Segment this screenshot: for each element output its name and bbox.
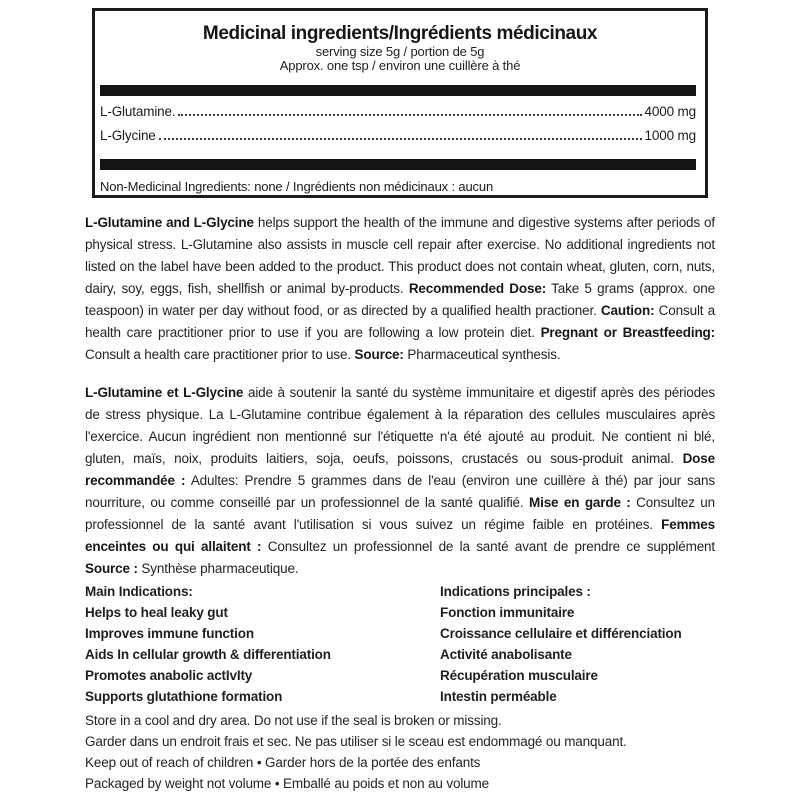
text-run: Synthèse pharmaceutique. xyxy=(137,561,299,576)
bold-run: L-Glutamine and L-Glycine xyxy=(85,215,254,230)
indication-item: Activité anabolisante xyxy=(440,647,572,662)
bold-run: Caution: xyxy=(600,303,655,318)
indication-item: Aids In cellular growth & differentiation xyxy=(85,647,331,662)
text-run: Take 5 grams (approx. one teaspoon) in water per day without food, or as directed by a qualified health practioner. xyxy=(85,281,715,318)
indications-french-items xyxy=(440,602,725,707)
storage-warnings-section xyxy=(85,710,745,794)
bold-run: L-Glutamine et L-Glycine xyxy=(85,385,244,400)
indication-item: Croissance cellulaire et différenciation xyxy=(440,626,682,641)
indications-french-column xyxy=(440,581,725,707)
ingredient-amount: 4000 mg xyxy=(644,104,696,119)
text-run: Consultez un professionnel de la santé avant de prendre ce supplément xyxy=(261,539,716,554)
indication-item: Supports glutathione formation xyxy=(85,689,283,704)
bold-run: Recommended Dose: xyxy=(408,281,547,296)
text-run: aide à soutenir la santé du système immunitaire et digestif après des périodes de stress physique. La L-Glutamine contribue également à la réparation des cellules musculaires après l'exercice. Aucun ingrédient non mentionné sur l'étiquette n'a été ajouté au produit. Ne contient ni blé, gluten, maïs, noix, produits laitiers, soja, oeufs, poissons, crustacés ou sous-produit animal. xyxy=(85,385,715,466)
bold-run: Source : xyxy=(85,561,138,576)
bold-run: Pregnant or Breastfeeding: xyxy=(540,325,715,340)
indication-item: Intestin perméable xyxy=(440,689,557,704)
footer-line: Packaged by weight not volume • Emballé au poids et non au volume xyxy=(85,776,489,791)
footer-line: Garder dans un endroit frais et sec. Ne pas utiliser si le sceau est endommagé ou manquant. xyxy=(85,734,627,749)
ingredient-rows xyxy=(100,104,696,152)
medicinal-ingredients-box xyxy=(92,8,708,198)
indication-item: Fonction immunitaire xyxy=(440,605,575,620)
ingredient-row xyxy=(100,104,696,128)
indication-item: Récupération musculaire xyxy=(440,668,598,683)
ingredient-name: L-Glutamine. xyxy=(100,104,176,119)
indications-french-header: Indications principales : xyxy=(440,584,591,599)
indication-item: Helps to heal leaky gut xyxy=(85,605,228,620)
serving-approx-line: Approx. one tsp / environ une cuillère à thé xyxy=(279,58,521,73)
serving-size-line: serving size 5g / portion de 5g xyxy=(315,44,485,59)
indication-item: Promotes anabolic actIvIty xyxy=(85,668,253,683)
text-run: Consultez un professionnel de la santé avant l'utilisation si vous suivez un régime faible en protéines. xyxy=(85,495,715,532)
text-run: Adultes: Prendre 5 grammes dans de l'eau (environ une cuillère à thé) par jour sans nourriture, ou comme conseillé par un professionnel de la santé qualifié. xyxy=(85,473,715,510)
bold-run: Source: xyxy=(354,347,404,362)
divider-bar-top xyxy=(100,85,696,96)
ingredient-name: L-Glycine xyxy=(100,128,156,143)
indications-english-column xyxy=(85,581,440,707)
indications-section xyxy=(85,581,725,707)
footer-line: Store in a cool and dry area. Do not use if the seal is broken or missing. xyxy=(85,713,502,728)
dotted-leader xyxy=(159,137,642,140)
divider-bar-bottom xyxy=(100,159,696,170)
bold-run: Dose recommandée : xyxy=(85,451,715,488)
footer-line: Keep out of reach of children • Garder hors de la portée des enfants xyxy=(85,755,481,770)
french-paragraph xyxy=(85,382,715,580)
indication-item: Improves immune function xyxy=(85,626,254,641)
text-run: Consult a health care practitioner prior to use if you are following a low protein diet. xyxy=(85,303,715,340)
non-medicinal-line: Non-Medicinal Ingredients: none / Ingrédients non médicinaux : aucun xyxy=(100,179,494,194)
bold-run: Mise en garde : xyxy=(529,495,631,510)
indications-english-header: Main Indications: xyxy=(85,584,193,599)
indications-english-items xyxy=(85,602,440,707)
english-paragraph xyxy=(85,212,715,366)
ingredient-row xyxy=(100,128,696,152)
text-run: Pharmaceutical synthesis. xyxy=(403,347,561,362)
text-run: helps support the health of the immune and digestive systems after periods of physical stress. L-Glutamine also assists in muscle cell repair after exercise. No additional ingredients not listed on the label have been added to the product. This product does not contain wheat, gluten, corn, nuts, dairy, soy, eggs, fish, shellfish or animal by-products. xyxy=(85,215,715,296)
panel-title: Medicinal ingredients/Ingrédients médicinaux xyxy=(202,23,598,44)
text-run: Consult a health care practitioner prior to use. xyxy=(85,347,355,362)
ingredient-amount: 1000 mg xyxy=(644,128,696,143)
dotted-leader xyxy=(178,113,641,116)
bold-run: Femmes enceintes ou qui allaitent : xyxy=(85,517,715,554)
